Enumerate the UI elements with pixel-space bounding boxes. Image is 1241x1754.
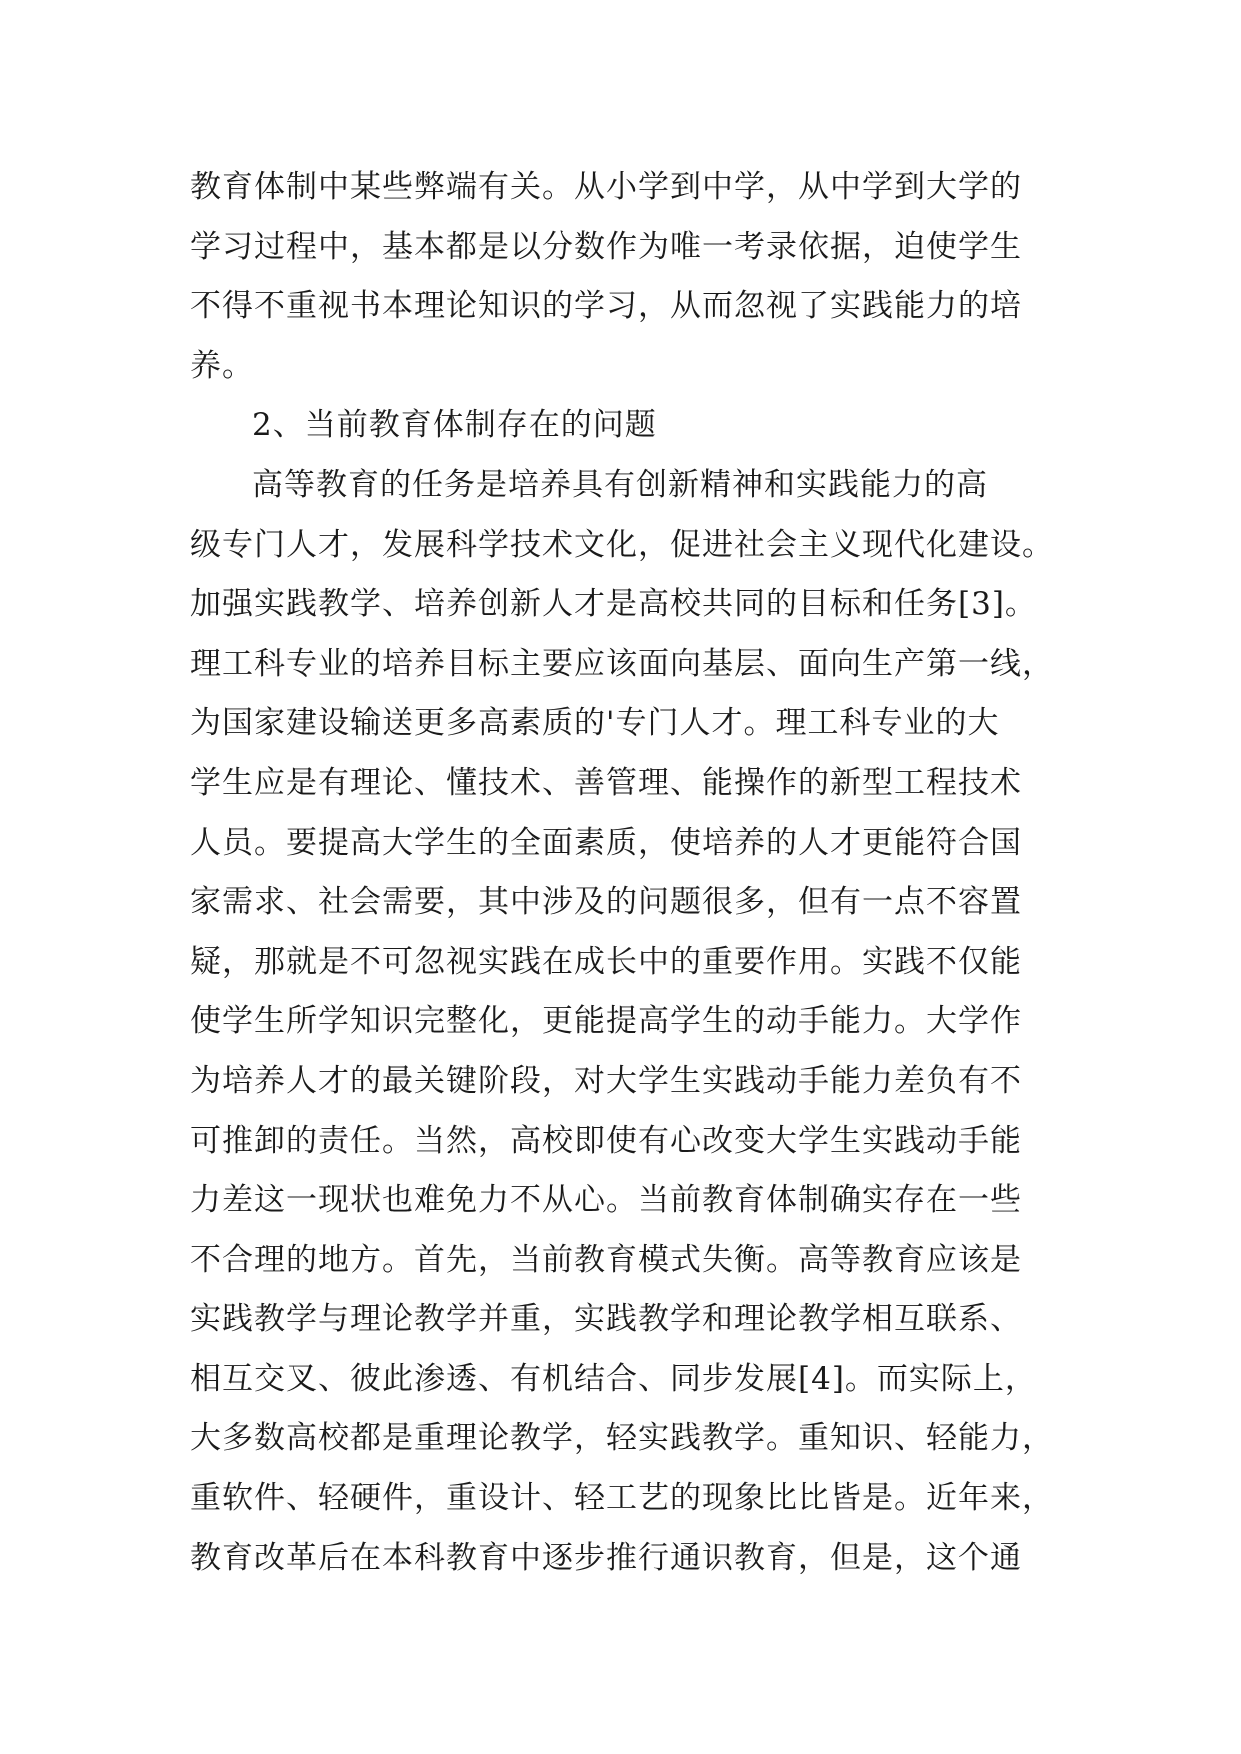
- text-line: 相互交叉、彼此渗透、有机结合、同步发展[4]。而实际上，: [190, 1360, 1037, 1397]
- text-line: 教育改革后在本科教育中逐步推行通识教育，但是，这个通: [190, 1539, 1022, 1576]
- text-line: 力差这一现状也难免力不从心。当前教育体制确实存在一些: [190, 1182, 1022, 1219]
- text-line: 家需求、社会需要，其中涉及的问题很多，但有一点不容置: [190, 884, 1022, 921]
- section-heading: 2、当前教育体制存在的问题: [252, 407, 657, 444]
- text-line: 可推卸的责任。当然，高校即使有心改变大学生实践动手能: [190, 1122, 1022, 1159]
- text-line: 养。: [190, 347, 254, 384]
- text-line: 学生应是有理论、懂技术、善管理、能操作的新型工程技术: [190, 764, 1022, 801]
- text-line: 教育体制中某些弊端有关。从小学到中学，从中学到大学的: [190, 169, 1022, 205]
- text-line: 重软件、轻硬件，重设计、轻工艺的现象比比皆是。近年来，: [190, 1480, 1054, 1517]
- text-line: 学习过程中，基本都是以分数作为唯一考录依据，迫使学生: [190, 228, 1022, 265]
- body-text: [190, 158, 1070, 1588]
- text-line: 不得不重视书本理论知识的学习，从而忽视了实践能力的培: [190, 288, 1022, 325]
- text-line: 大多数高校都是重理论教学，轻实践教学。重知识、轻能力，: [190, 1420, 1054, 1457]
- text-line: 不合理的地方。首先，当前教育模式失衡。高等教育应该是: [190, 1241, 1022, 1278]
- text-line: 为培养人才的最关键阶段，对大学生实践动手能力差负有不: [190, 1062, 1022, 1099]
- text-line: 人员。要提高大学生的全面素质，使培养的人才更能符合国: [190, 824, 1022, 861]
- text-line: 级专门人才，发展科学技术文化，促进社会主义现代化建设。: [190, 526, 1054, 563]
- text-line: 实践教学与理论教学并重，实践教学和理论教学相互联系、: [190, 1301, 1022, 1338]
- text-line: 疑，那就是不可忽视实践在成长中的重要作用。实践不仅能: [190, 943, 1022, 980]
- text-line: 为国家建设输送更多高素质的'专门人才。理工科专业的大: [190, 705, 1000, 742]
- text-line: 使学生所学知识完整化，更能提高学生的动手能力。大学作: [190, 1003, 1022, 1040]
- text-line: 加强实践教学、培养创新人才是高校共同的目标和任务[3]。: [190, 586, 1037, 623]
- text-line: 理工科专业的培养目标主要应该面向基层、面向生产第一线，: [190, 645, 1054, 682]
- text-line: 高等教育的任务是培养具有创新精神和实践能力的高: [252, 466, 988, 503]
